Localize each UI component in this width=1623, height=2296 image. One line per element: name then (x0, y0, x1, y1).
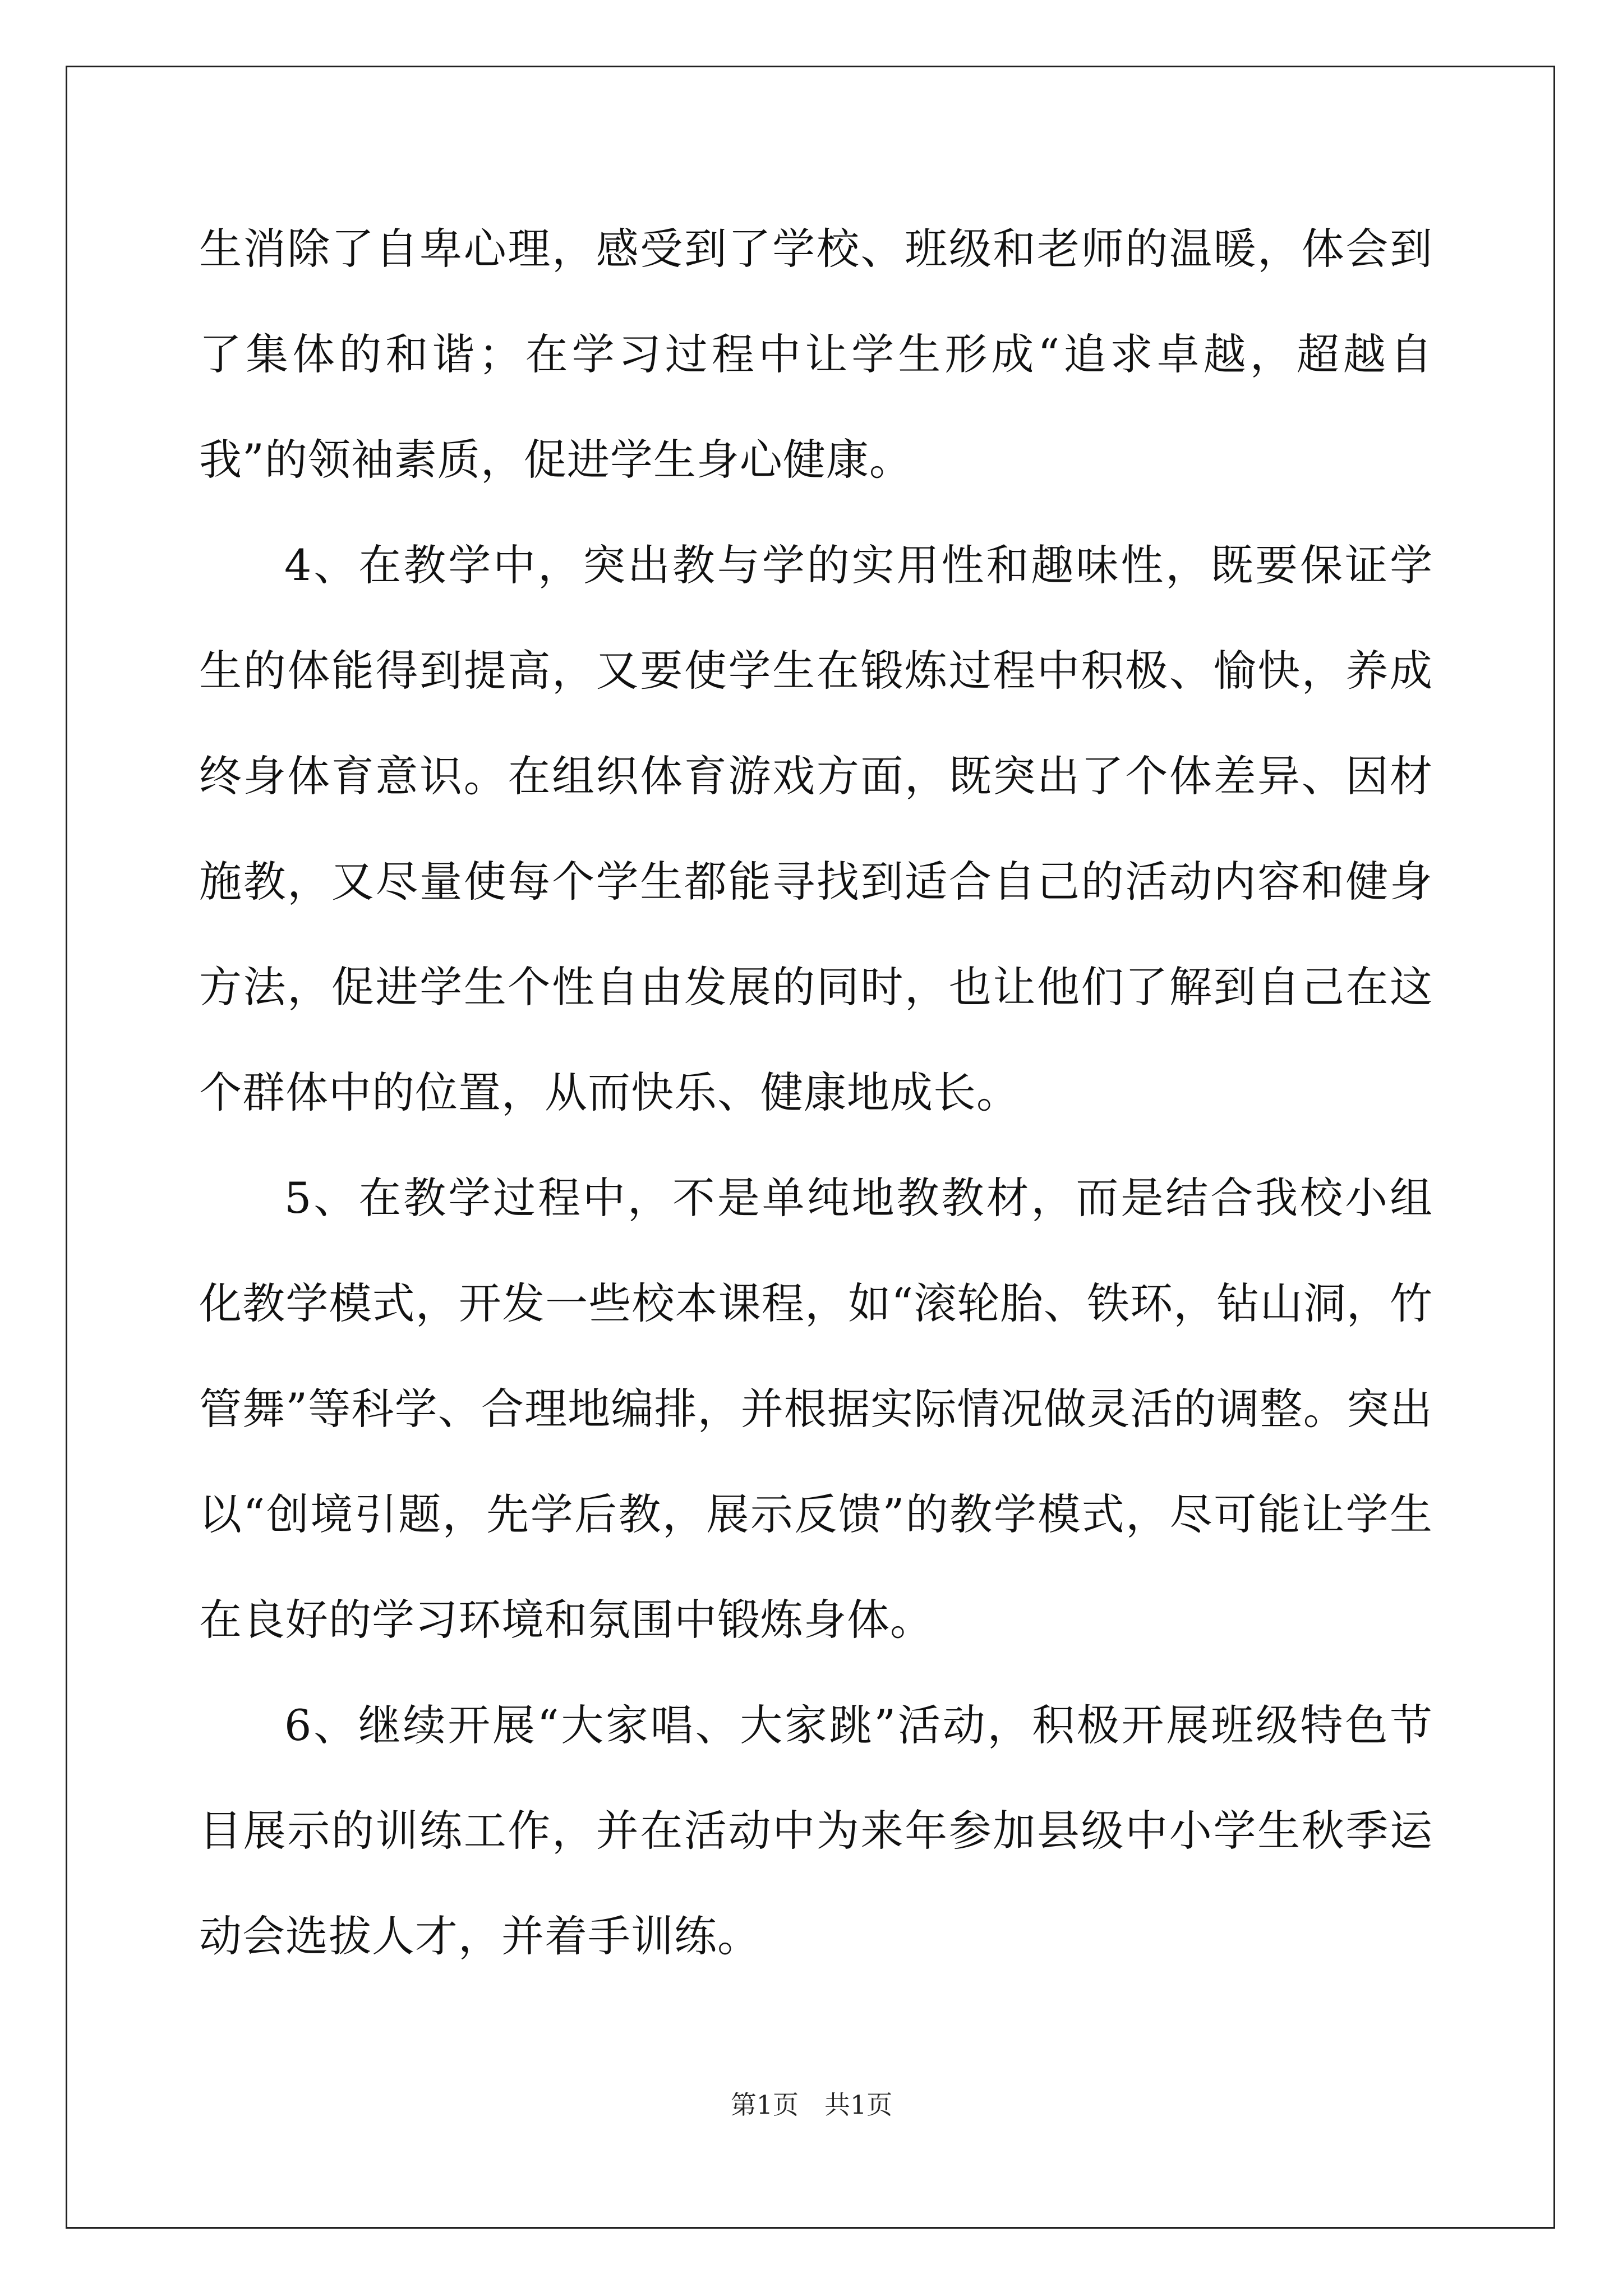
page-footer (0, 2088, 1623, 2122)
paragraph-item-6: 6、继续开展“大家唱、大家跳”活动，积极开展班级特色节目展示的训练工作，并在活动中为来年参加县级中小学生秋季运动会选拔人才，并着手训练。 (199, 1700, 1433, 1961)
paragraph-item-4: 4、在教学中，突出教与学的实用性和趣味性，既要保证学生的体能得到提高，又要使学生在锻炼过程中积极、愉快，养成终身体育意识。在组织体育游戏方面，既突出了个体差异、因材施教，又尽量使每个学生都能寻找到适合自己的活动内容和健身方法，促进学生个性自由发展的同时，也让他们了解到自己在这个群体中的位置，从而快乐、健康地成长。 (199, 540, 1433, 1117)
paragraph-continuation: 生消除了自卑心理，感受到了学校、班级和老师的温暖，体会到了集体的和谐；在学习过程中让学生形成“追求卓越，超越自我”的领袖素质，促进学生身心健康。 (199, 224, 1433, 485)
page-number: 第1页 (730, 2090, 799, 2120)
document-body (199, 196, 1433, 1989)
page-total: 共1页 (824, 2090, 893, 2120)
paragraph-item-5: 5、在教学过程中，不是单纯地教教材，而是结合我校小组化教学模式，开发一些校本课程，如“滚轮胎、铁环，钻山洞，竹管舞”等科学、合理地编排，并根据实际情况做灵活的调整。突出以“创境引题，先学后教，展示反馈”的教学模式，尽可能让学生在良好的学习环境和氛围中锻炼身体。 (199, 1173, 1433, 1645)
